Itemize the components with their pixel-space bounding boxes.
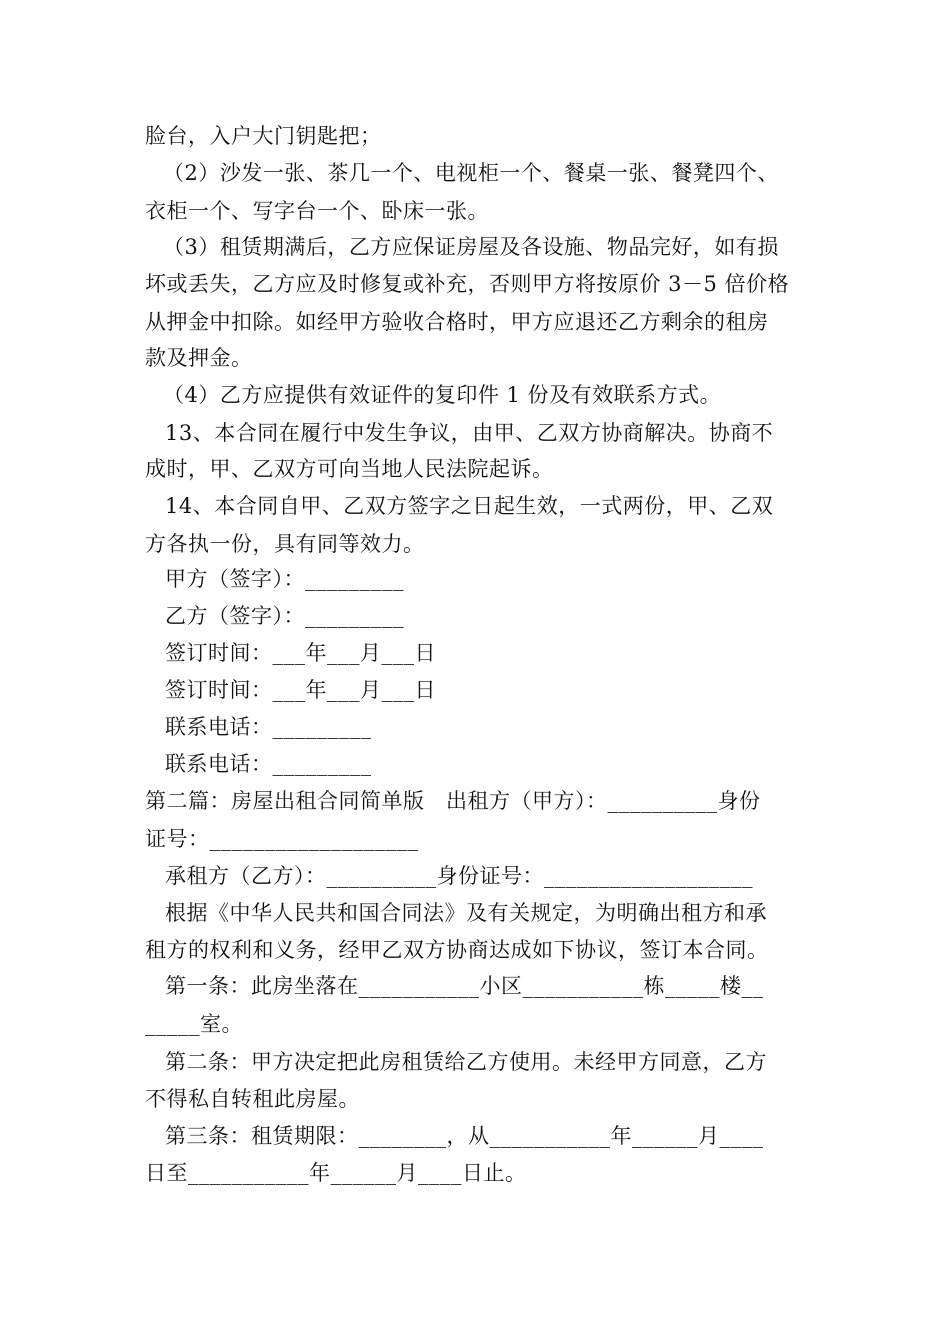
- text-line: 第一条：此房坐落在___________小区___________栋_____楼__: [165, 974, 764, 998]
- text-line: 成时，甲、乙双方可向当地人民法院起诉。: [145, 457, 554, 481]
- text-line: （4）乙方应提供有效证件的复印件 1 份及有效联系方式。: [163, 383, 722, 407]
- signing-date-line: 签订时间：___年___月___日: [165, 641, 436, 665]
- text-line: 款及押金。: [145, 346, 253, 370]
- phone-line: 联系电话：_________: [165, 752, 372, 776]
- text-line: _____室。: [145, 1012, 243, 1036]
- section-heading-line: 第二篇：房屋出租合同简单版 出租方（甲方）：__________身份: [145, 789, 761, 813]
- text-line: 根据《中华人民共和国合同法》及有关规定，为明确出租方和承: [165, 901, 767, 925]
- text-line: 衣柜一个、写字台一个、卧床一张。: [145, 199, 489, 223]
- text-line: 日至___________年______月____日止。: [145, 1161, 527, 1185]
- text-line: 脸台，入户大门钥匙把；: [145, 124, 382, 148]
- text-line: 13、本合同在履行中发生争议，由甲、乙双方协商解决。协商不: [165, 421, 774, 445]
- text-line: 证号：___________________: [145, 827, 419, 851]
- text-line: 第三条：租赁期限：________，从___________年______月____: [165, 1124, 764, 1148]
- text-line: 坏或丢失，乙方应及时修复或补充，否则甲方将按原价 3－5 倍价格: [145, 272, 790, 296]
- signing-date-line: 签订时间：___年___月___日: [165, 678, 436, 702]
- text-line: （2）沙发一张、茶几一个、电视柜一个、餐桌一张、餐凳四个、: [163, 161, 779, 185]
- text-line: 承租方（乙方）：__________身份证号：___________________: [165, 864, 753, 888]
- text-line: 租方的权利和义务，经甲乙双方协商达成如下协议，签订本合同。: [145, 938, 769, 962]
- text-line: 第二条：甲方决定把此房租赁给乙方使用。未经甲方同意，乙方: [165, 1050, 767, 1074]
- text-line: 不得私自转租此房屋。: [145, 1087, 360, 1111]
- text-line: （3）租赁期满后，乙方应保证房屋及各设施、物品完好，如有损: [163, 235, 779, 259]
- text-line: 14、本合同自甲、乙双方签字之日起生效，一式两份，甲、乙双: [165, 494, 774, 518]
- phone-line: 联系电话：_________: [165, 715, 372, 739]
- signature-line-party-a: 甲方（签字）：_________: [165, 567, 404, 591]
- signature-line-party-b: 乙方（签字）：_________: [165, 604, 404, 628]
- text-line: 从押金中扣除。如经甲方验收合格时，甲方应退还乙方剩余的租房: [145, 310, 769, 334]
- text-line: 方各执一份，具有同等效力。: [145, 532, 425, 556]
